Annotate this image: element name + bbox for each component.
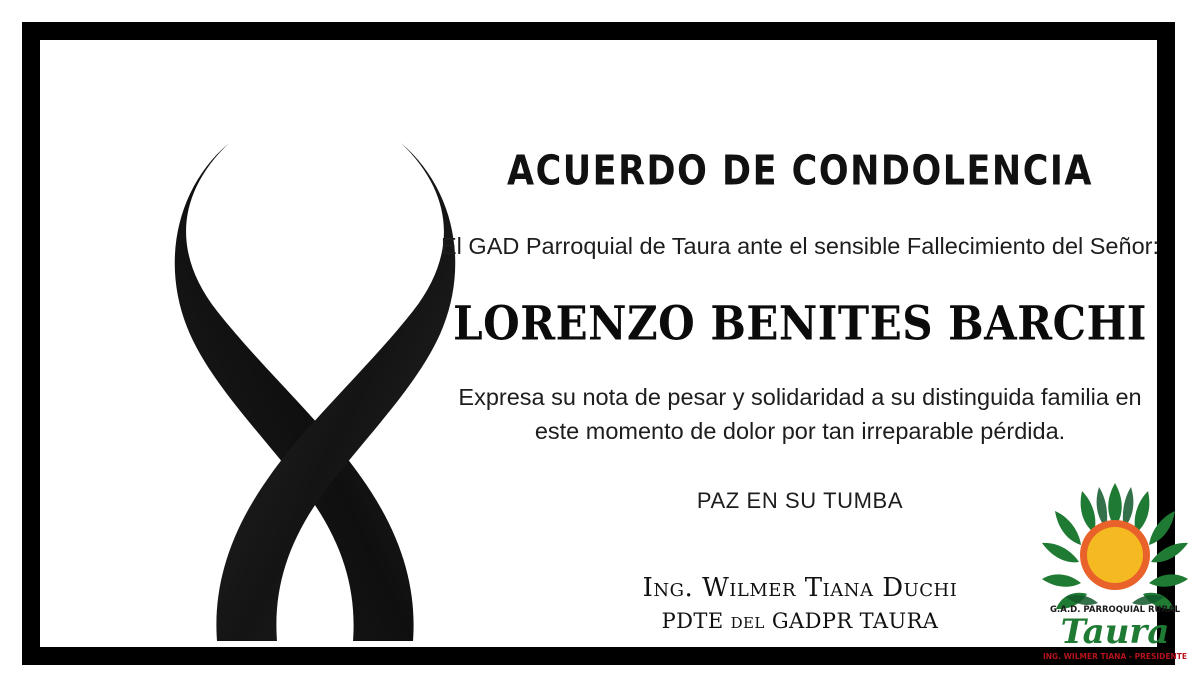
logo-wordmark: Taura [1060, 612, 1170, 652]
signatory-name: Ing. Wilmer Tiana Duchi [642, 573, 958, 604]
page-title: ACUERDO DE CONDOLENCIA [506, 148, 1094, 196]
logo-sun [1087, 527, 1143, 583]
body-paragraph: Expresa su nota de pesar y solidaridad a su distinguida familia en este momento de dolor por tan irreparable pérdida. [458, 384, 1142, 444]
card-border-frame [22, 22, 1188, 665]
logo-president-line: ING. WILMER TIANA - PRESIDENTE [1042, 652, 1188, 661]
peace-message: PAZ EN SU TUMBA [696, 488, 904, 514]
logo-org-line: G.A.D. PARROQUIAL RURAL [1050, 605, 1180, 615]
signatory-role: PDTE del GADPR TAURA [661, 608, 939, 633]
mourning-ribbon-icon [165, 125, 465, 655]
lead-paragraph: El GAD Parroquial de Taura ante el sensible Fallecimiento del Señor: [440, 233, 1159, 259]
deceased-name: LORENZO BENITES BARCHI [453, 296, 1147, 352]
card-inner [80, 80, 1197, 687]
gadpr-taura-logo [1028, 475, 1197, 675]
